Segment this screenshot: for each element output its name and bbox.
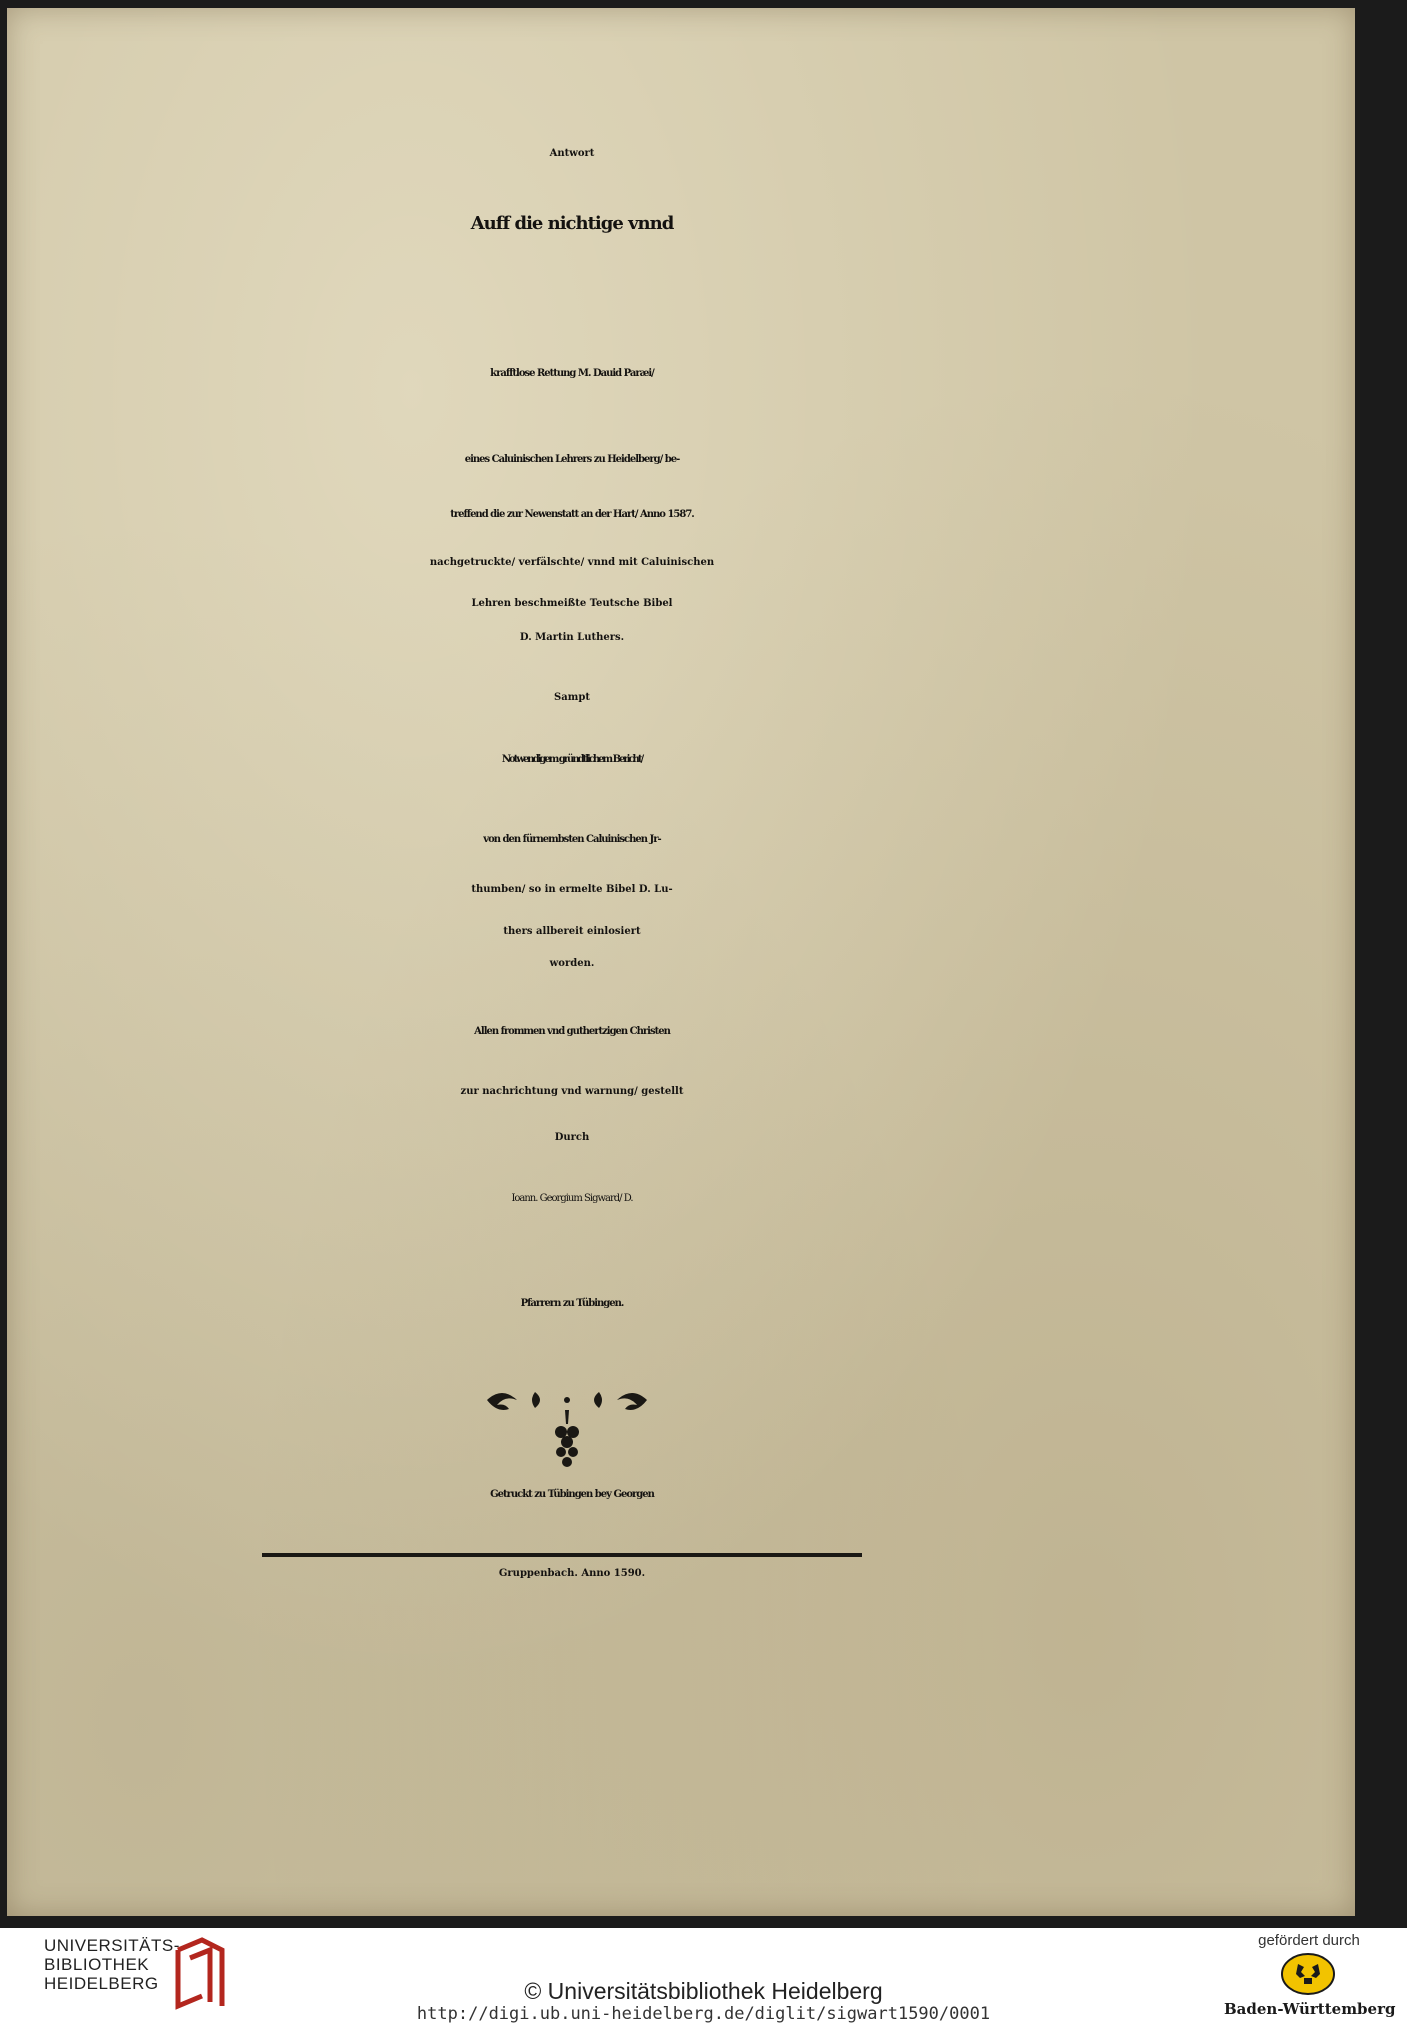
- title-line-14: worden.: [549, 958, 595, 969]
- title-page: [7, 8, 1355, 1916]
- title-line-11: von den fürnembsten Caluinischen Jr-: [483, 834, 661, 845]
- title-line-13: thers allbereit einlosiert: [503, 926, 641, 937]
- title-line-6: nachgetruckte/ verfälschte/ vnnd mit Caluinischen: [429, 557, 715, 568]
- title-line-antwort: Antwort: [549, 148, 595, 159]
- library-name-line: UNIVERSITÄTS-: [44, 1936, 180, 1955]
- library-name-line: HEIDELBERG: [44, 1974, 159, 1993]
- printers-ornament-icon: [477, 1370, 657, 1480]
- title-line-15: Allen frommen vnd guthertzigen Christen: [474, 1026, 670, 1037]
- imprint-rule: [262, 1553, 862, 1557]
- copyright-notice: © Universitätsbibliothek Heidelberg: [524, 1978, 883, 2004]
- author-name: Ioann. Georgium Sigward/ D.: [511, 1193, 633, 1204]
- title-line-main: Auff die nichtige vnnd: [470, 213, 674, 234]
- permalink-url[interactable]: http://digi.ub.uni-heidelberg.de/diglit/sigwart1590/0001: [416, 2004, 991, 2024]
- title-line-3: krafftlose Rettung M. Dauid Paræi/: [490, 368, 654, 379]
- title-line-4: eines Caluinischen Lehrers zu Heidelberg/ be-: [464, 454, 680, 465]
- title-line-5: treffend die zur Newenstatt an der Hart/ Anno 1587.: [450, 509, 694, 520]
- funder-name: Baden-Württemberg: [1224, 2000, 1396, 2018]
- imprint-line-2: Gruppenbach. Anno 1590.: [498, 1568, 646, 1579]
- title-line-8: D. Martin Luthers.: [519, 632, 625, 643]
- title-line-7: Lehren beschmeißte Teutsche Bibel: [471, 598, 673, 609]
- imprint-line-1: Getruckt zu Tübingen bey Georgen: [490, 1489, 654, 1500]
- funded-by-label: gefördert durch: [1258, 1932, 1360, 1949]
- baden-wuerttemberg-seal-icon: [1278, 1952, 1338, 1996]
- title-line-10: Notwendigem gründtlichem Bericht/: [501, 754, 643, 765]
- author-office: Pfarrern zu Tübingen.: [520, 1298, 624, 1309]
- library-name-line: BIBLIOTHEK: [44, 1955, 150, 1974]
- title-line-durch: Durch: [554, 1132, 590, 1143]
- title-line-12: thumben/ so in ermelte Bibel D. Lu-: [471, 884, 673, 895]
- title-line-sampt: Sampt: [554, 692, 590, 703]
- title-line-16: zur nachrichtung vnd warnung/ gestellt: [460, 1086, 684, 1097]
